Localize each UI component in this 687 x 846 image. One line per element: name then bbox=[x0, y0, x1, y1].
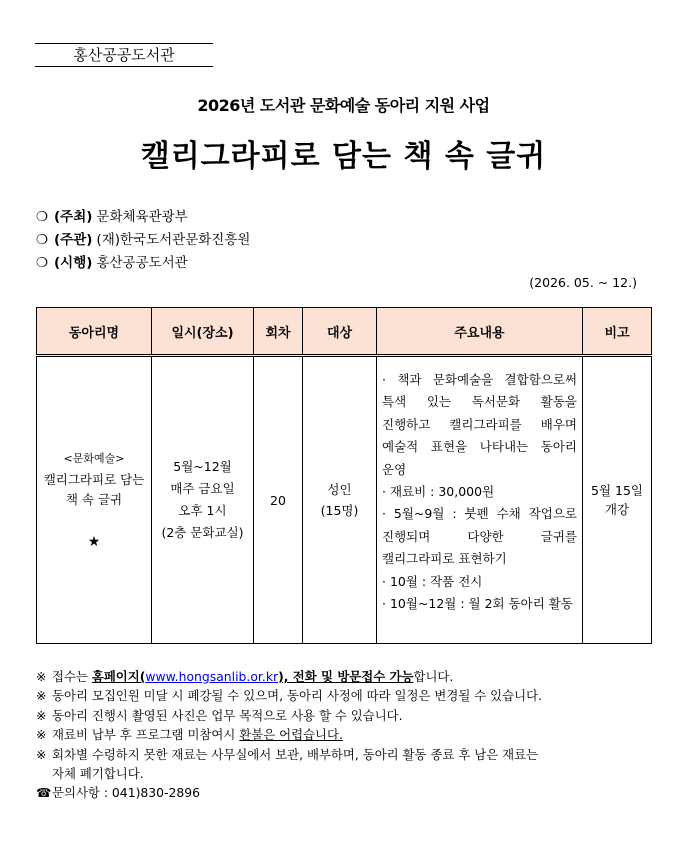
schedule-time: 오후 1시 bbox=[178, 503, 227, 518]
organizer-key: (시행) bbox=[54, 255, 93, 271]
club-name-line: 캘리그라피로 담는 bbox=[43, 472, 145, 487]
notice-item-continued bbox=[36, 764, 656, 783]
notice-text: 동아리 모집인원 미달 시 폐강될 수 있으며, 동아리 사정에 따라 일정은 변경될 수 있습니다. bbox=[52, 688, 542, 704]
header-club-name: 동아리명 bbox=[37, 308, 152, 356]
notice-item bbox=[36, 745, 656, 764]
header-schedule: 일시(장소) bbox=[152, 308, 254, 356]
notice-item bbox=[36, 686, 656, 705]
reference-mark-icon: ※ bbox=[36, 688, 47, 704]
circle-bullet-icon: ❍ bbox=[36, 209, 49, 225]
organizer-list bbox=[36, 206, 250, 275]
homepage-link[interactable]: www.hongsanlib.or.kr bbox=[145, 669, 279, 684]
organizer-value: 홍산공공도서관 bbox=[96, 255, 188, 271]
target-capacity: (15명) bbox=[320, 503, 359, 518]
cell-club-name bbox=[37, 356, 152, 644]
schedule-place: (2층 문화교실) bbox=[161, 525, 244, 540]
program-period: (2026. 05. ~ 12.) bbox=[529, 275, 637, 290]
cell-sessions: 20 bbox=[254, 356, 303, 644]
organizer-value: (재)한국도서관문화진흥원 bbox=[96, 232, 251, 248]
cell-content bbox=[377, 356, 583, 644]
organizer-manager bbox=[36, 229, 250, 252]
club-category-tag: <문화예술> bbox=[63, 452, 125, 465]
contact-line bbox=[36, 783, 656, 802]
notice-item bbox=[36, 706, 656, 725]
notice-list bbox=[36, 667, 656, 803]
notice-item bbox=[36, 667, 656, 686]
notice-text: 합니다. bbox=[413, 669, 454, 684]
notice-text: 재료비 납부 후 프로그램 미참여시 bbox=[52, 727, 240, 743]
reference-mark-icon: ※ bbox=[36, 746, 47, 762]
header-content: 주요내용 bbox=[377, 308, 583, 356]
start-label: 개강 bbox=[604, 502, 630, 517]
notice-text: 자체 폐기합니다. bbox=[52, 766, 144, 782]
document-title: 캘리그라피로 담는 책 속 글귀 bbox=[140, 139, 547, 174]
reference-mark-icon: ※ bbox=[36, 707, 47, 723]
organizer-key: (주최) bbox=[54, 209, 93, 225]
table-header-row bbox=[37, 308, 652, 356]
reference-mark-icon: ※ bbox=[36, 727, 47, 743]
content-line: · 10월~12월 : 월 2회 동아리 활동 bbox=[382, 596, 573, 612]
content-line: · 10월 : 작품 전시 bbox=[382, 573, 483, 589]
notice-item bbox=[36, 725, 656, 744]
circle-bullet-icon: ❍ bbox=[36, 255, 49, 271]
content-line: · 책과 문화예술을 결합함으로써 특색 있는 독서문화 활동을 진행하고 캘리그라피를 배우며 예술적 표현을 나타내는 동아리 운영 bbox=[382, 372, 577, 477]
start-date: 5월 15일 bbox=[591, 483, 643, 498]
notice-text: 회차별 수령하지 못한 재료는 사무실에서 보관, 배부하며, 동아리 활동 종료 후 남은 재료는 bbox=[52, 746, 539, 762]
target-group: 성인 bbox=[327, 482, 352, 497]
organizer-executor bbox=[36, 252, 250, 275]
table-row bbox=[37, 356, 652, 644]
header-note: 비고 bbox=[583, 308, 652, 356]
notice-text: 접수는 bbox=[52, 669, 92, 684]
phone-icon: ☎ bbox=[36, 785, 52, 801]
notice-text: 동아리 진행시 촬영된 사진은 업무 목적으로 사용 할 수 있습니다. bbox=[52, 707, 403, 723]
cell-schedule bbox=[152, 356, 254, 644]
notice-underline: 환불은 어렵습니다. bbox=[239, 727, 343, 743]
content-line: · 5월~9월 : 붓펜 수채 작업으로 진행되며 다양한 글귀를 캘리그라피로 표현하기 bbox=[382, 506, 577, 567]
cell-note bbox=[583, 356, 652, 644]
schedule-months: 5월~12월 bbox=[173, 459, 232, 474]
organizer-host bbox=[36, 206, 250, 229]
header-target: 대상 bbox=[303, 308, 377, 356]
content-line: · 재료비 : 30,000원 bbox=[382, 484, 495, 500]
schedule-day: 매주 금요일 bbox=[170, 481, 235, 496]
cell-target bbox=[303, 356, 377, 644]
header-sessions: 회차 bbox=[254, 308, 303, 356]
organizer-key: (주관) bbox=[54, 232, 93, 248]
document-subtitle: 2026년 도서관 문화예술 동아리 지원 사업 bbox=[197, 96, 490, 115]
organization-name-box: 홍산공공도서관 bbox=[35, 43, 213, 67]
circle-bullet-icon: ❍ bbox=[36, 232, 49, 248]
club-name-line: 책 속 글귀 bbox=[65, 492, 123, 507]
star-icon: ★ bbox=[87, 534, 101, 550]
contact-text: 문의사항 : 041)830-2896 bbox=[52, 785, 201, 801]
notice-emphasis: ), 전화 및 방문접수 가능 bbox=[278, 669, 414, 684]
notice-emphasis: 홈페이지( bbox=[91, 669, 146, 684]
reference-mark-icon: ※ bbox=[36, 669, 47, 684]
organizer-value: 문화체육관광부 bbox=[96, 209, 188, 225]
program-table bbox=[36, 307, 652, 644]
